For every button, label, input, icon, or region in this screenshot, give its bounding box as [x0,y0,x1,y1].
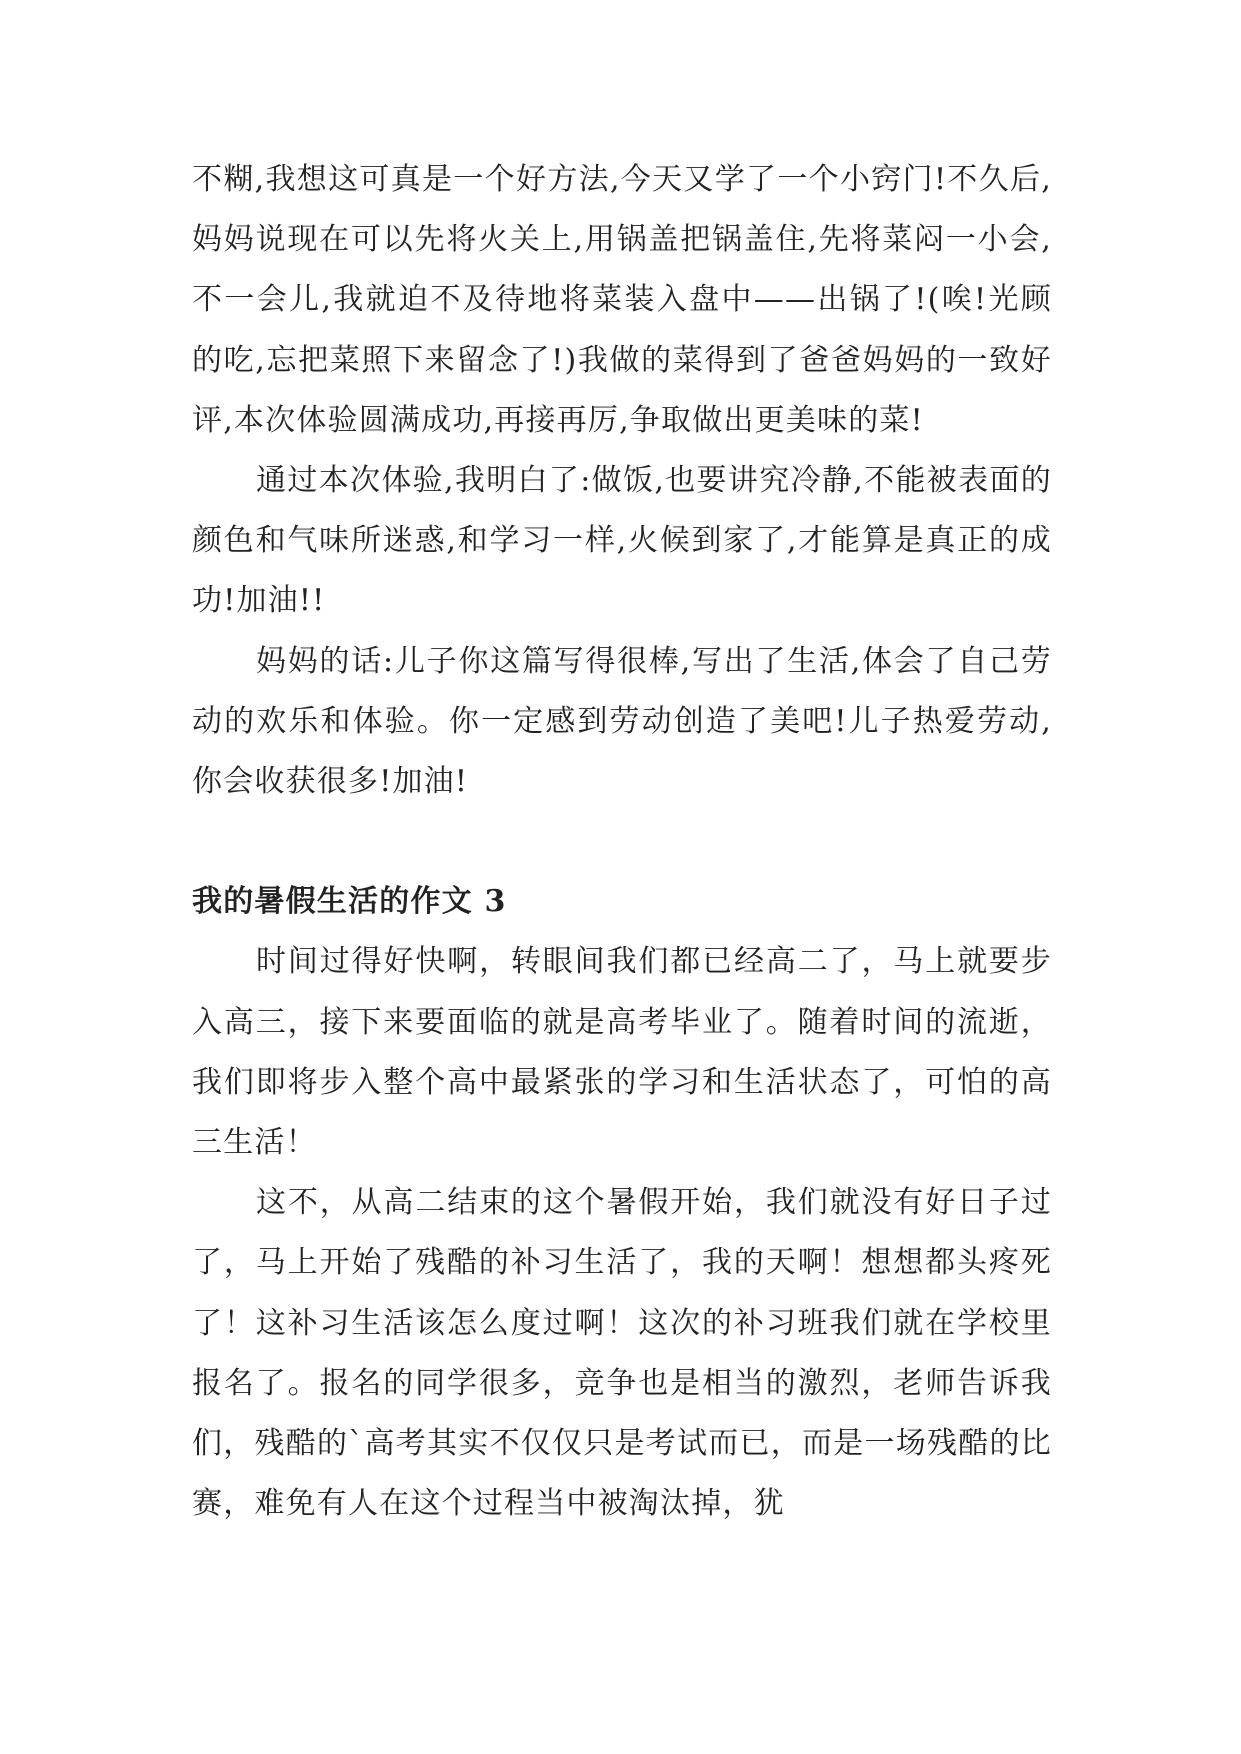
essay-paragraph-2: 这不，从高二结束的这个暑假开始，我们就没有好日子过了，马上开始了残酷的补习生活了，我的天啊！想想都头疼死了！这补习生活该怎么度过啊！这次的补习班我们就在学校里报名了。报名的同学很多，竞争也是相当的激烈，老师告诉我们，残酷的`高考其实不仅仅只是考试而已，而是一场残酷的比赛，难免有人在这个过程当中被淘汰掉，犹 [192,1185,1052,1522]
mother-comment-paragraph: 妈妈的话:儿子你这篇写得很棒,写出了生活,体会了自己劳动的欢乐和体验。你一定感到劳动创造了美吧!儿子热爱劳动,你会收获很多!加油! [192,643,1052,800]
reflection-paragraph: 通过本次体验,我明白了:做饭,也要讲究冷静,不能被表面的颜色和气味所迷惑,和学习一样,火候到家了,才能算是真正的成功!加油!! [192,463,1052,619]
continuation-paragraph: 不糊,我想这可真是一个好方法,今天又学了一个小窍门!不久后,妈妈说现在可以先将火关上,用锅盖把锅盖住,先将菜闷一小会,不一会儿,我就迫不及待地将菜装入盘中——出锅了!(唉!光顾的吃,忘把菜照下来留念了!)我做的菜得到了爸爸妈妈的一致好评,本次体验圆满成功,再接再厉,争取做出更美味的菜! [192,162,1052,438]
essay-title: 我的暑假生活的作文 3 [192,884,507,920]
document-page [192,150,1052,1534]
section-spacer [192,812,1052,872]
essay-paragraph-1: 时间过得好快啊，转眼间我们都已经高二了，马上就要步入高三，接下来要面临的就是高考毕业了。随着时间的流逝，我们即将步入整个高中最紧张的学习和生活状态了，可怕的高三生活！ [192,944,1052,1161]
